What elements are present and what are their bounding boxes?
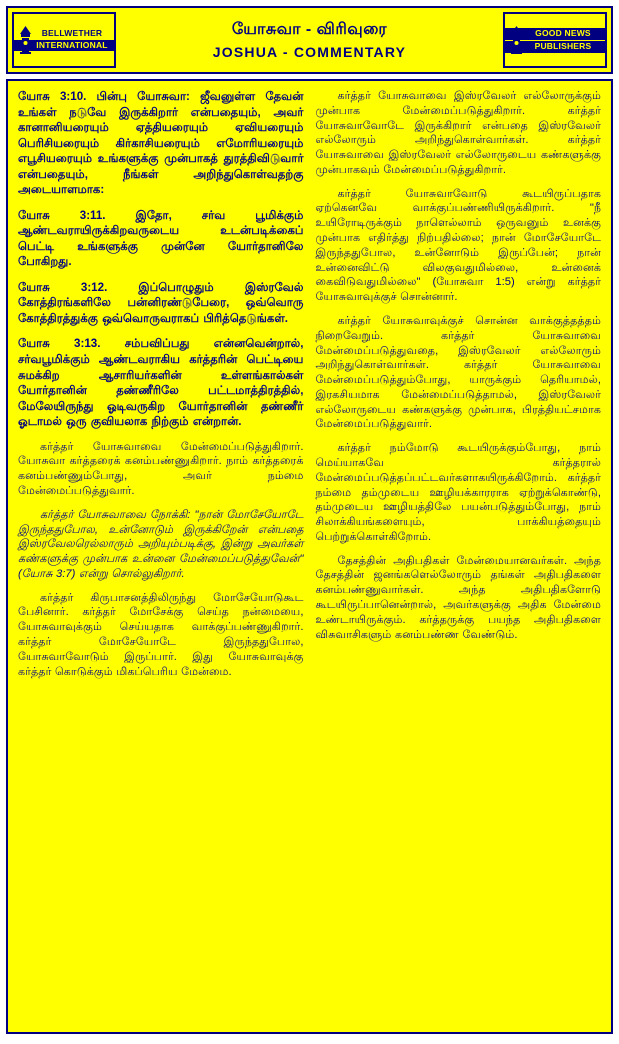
scripture-verse: யோசு 3:13. சம்பவிப்பது என்னவென்றால், சர்வபூமிக்கும் ஆண்டவராகிய கர்த்தரின் பெட்டியை சுமக்கிற ஆசாரியர்களின் உள்ளங்கால்கள் யோர்தானின் தண்ணீரிலே பட்டமாத்திரத்தில், மேலேயிருந்து ஓடிவருகிற யோர்தானின் தண்ணீர் ஓடாமல் ஒரு குவியலாக நிற்கும் என்றான்.	[18, 337, 304, 429]
commentary-paragraph: கர்த்தர் யோசுவாவோடு கூடயிருப்பதாக ஏற்கெனவே வாக்குப்பண்ணியிருக்கிறார். "நீ உயிரோடிருக்கும் நாளெல்லாம் ஒருவனும் உனக்கு முன்பாக எதிர்த்து நிற்பதில்லை; நான் மோசேயோடே இருந்ததுபோல, உன்னோடும் இருப்பேன்; நான் உன்னைவிட்டு விலகுவதுமில்லை, உன்னைக் கைவிடுவதுமில்லை" (யோசுவா 1:5) என்று கர்த்தர் யோசுவாவுக்குச் சொன்னார்.	[315, 187, 601, 304]
commentary-paragraph: கர்த்தர் யோசுவாவுக்குச் சொன்ன வாக்குத்தத்தம் நிறைவேறும். கர்த்தர் யோசுவாவை மேன்மைப்படுத்துவதை, இஸ்ரவேலர் எல்லோரும் அறிந்துகொள்வார்கள். கர்த்தர் யோசுவாவை மேன்மைப்படுத்தும்போது, யாருக்கும் தெரியாமல், இரகசியமாக மேன்மைப்படுத்தாமல், இஸ்ரவேலர் எல்லோருடைய கண்களுக்கு முன்பாக, பிரத்தியட்சமாக மேன்மைப்படுத்துவார்.	[315, 314, 601, 431]
page-header	[6, 6, 613, 74]
logo-line-1: GOOD NEWS	[505, 28, 605, 40]
commentary-paragraph: தேசத்தின் அதிபதிகள் மேன்மையானவர்கள். அந்த தேசத்தின் ஜனங்களெல்லோரும் தங்கள் அதிபதிகளை கனம்பண்ணுவார்கள். அந்த அதிபதிகளோடு கூடயிருப்பானென்றால், அவர்களுக்கு அதிக மேன்மை உண்டாயிருக்கும். கர்த்தருக்கு பயந்த அதிபதிகளை விசுவாசிகளும் கனம்பண்ண வேண்டும்.	[315, 554, 601, 641]
page-title-tamil: யோசுவா - விரிவுரை	[231, 21, 388, 38]
scripture-verse: யோசு 3:12. இப்பொழுதும் இஸ்ரவேல் கோத்திரங்களிலே பன்னிரண்டுபேரை, ஒவ்வொரு கோத்திரத்துக்கு ஒவ்வொருவராகப் பிரித்தெடுங்கள்.	[18, 280, 304, 325]
logo-line-2: PUBLISHERS	[505, 41, 605, 53]
commentary-paragraph: கர்த்தர் கிருபாசனத்திலிருந்து மோசேயோடுகூட பேசினார். கர்த்தர் மோசேக்கு செய்த நன்மையை, யோசுவாவுக்கும் செய்யதாக வாக்குப்பண்ணுகிறார். கர்த்தர் மோசேயோடே இருந்ததுபோல, யோசுவாவோடும் இருப்பார். இது யோசுவாவுக்கு கர்த்தர் கொடுக்கும் மிகப்பெரிய மேன்மை.	[18, 591, 304, 678]
commentary-paragraph: கர்த்தர் யோசுவாவை நோக்கி: "நான் மோசேயோடே இருந்ததுபோல, உன்னோடும் இருக்கிறேன் என்பதை இஸ்ரவேலரெல்லாரும் அறியும்படிக்கு, இன்று அவர்கள் கண்களுக்கு முன்பாக உன்னை மேன்மைப்படுத்துவேன்" (யோசு 3:7) என்று சொல்லுகிறார்.	[18, 508, 304, 580]
logo-line-1: BELLWETHER	[41, 27, 103, 38]
commentary-paragraph: கர்த்தர் நம்மோடு கூடயிருக்கும்போது, நாம் மெய்யாகவே கர்த்தரால் மேன்மைப்படுத்தப்பட்டவர்களாகயிருக்கிறோம். கர்த்தர் நம்மை தம்முடைய ஊழியக்காரராக ஏற்றுக்கொண்டு, தம்முடைய ஊழியத்திலே பயன்படுத்தும்போது, நாம் சிலாக்கியங்களையும், பாக்கியத்தையும் பெற்றுக்கொள்கிறோம்.	[315, 442, 601, 543]
scripture-verse: யோசு 3:11. இதோ, சர்வ பூமிக்கும் ஆண்டவராயிருக்கிறவருடைய உடன்படிக்கைப் பெட்டி உங்களுக்கு முன்னே யோர்தானிலே போகிறது.	[18, 208, 304, 269]
scripture-verse: யோசு 3:10. பின்பு யோசுவா: ஜீவனுள்ள தேவன் உங்கள் நடுவே இருக்கிறார் என்பதையும், அவர் கானானியரையும் ஏத்தியரையும் ஏவியரையும் பெரிசியரையும் கிர்காசியரையும் எமோரியரையும் எபூசியரையும் உங்களுக்கு முன்பாகத் துரத்திவிடுவார் என்பதையும், நீங்கள் அறிந்துகொள்வதற்கு அடையாளமாக:	[18, 90, 304, 197]
commentary-paragraph: கர்த்தர் யோசுவாவை இஸ்ரவேலர் எல்லோருக்கும் முன்பாக மேன்மைப்படுத்துகிறார். கர்த்தர் யோசுவாவோடே இருக்கிறார் என்பதை இஸ்ரவேலர் எல்லோரும் அறிந்துகொள்வார்கள். கர்த்தர் யோசுவாவை இஸ்ரவேலர் எல்லோருடைய கண்களுக்கு முன்பாகவும் மேன்மைப்படுத்துகிறார்.	[315, 90, 601, 176]
commentary-paragraph: கர்த்தர் யோசுவாவை மேன்மைப்படுத்துகிறார். யோசுவா கர்த்தரைக் கனம்பண்ணுகிறார். நாம் கர்த்தரைக் கனம்பண்ணும்போது, அவர் நம்மை மேன்மைப்படுத்துவார்.	[18, 440, 304, 497]
bell-tower-icon	[509, 25, 524, 55]
left-column	[12, 85, 310, 1028]
right-column	[310, 85, 608, 1028]
bell-tower-icon	[18, 25, 33, 55]
page-title-english: JOSHUA - COMMENTARY	[212, 44, 407, 60]
document-body	[6, 79, 613, 1034]
page-title	[120, 8, 499, 72]
good-news-publishers-logo	[503, 12, 607, 68]
bellwether-international-logo	[12, 12, 116, 68]
logo-line-2: INTERNATIONAL	[14, 40, 114, 52]
